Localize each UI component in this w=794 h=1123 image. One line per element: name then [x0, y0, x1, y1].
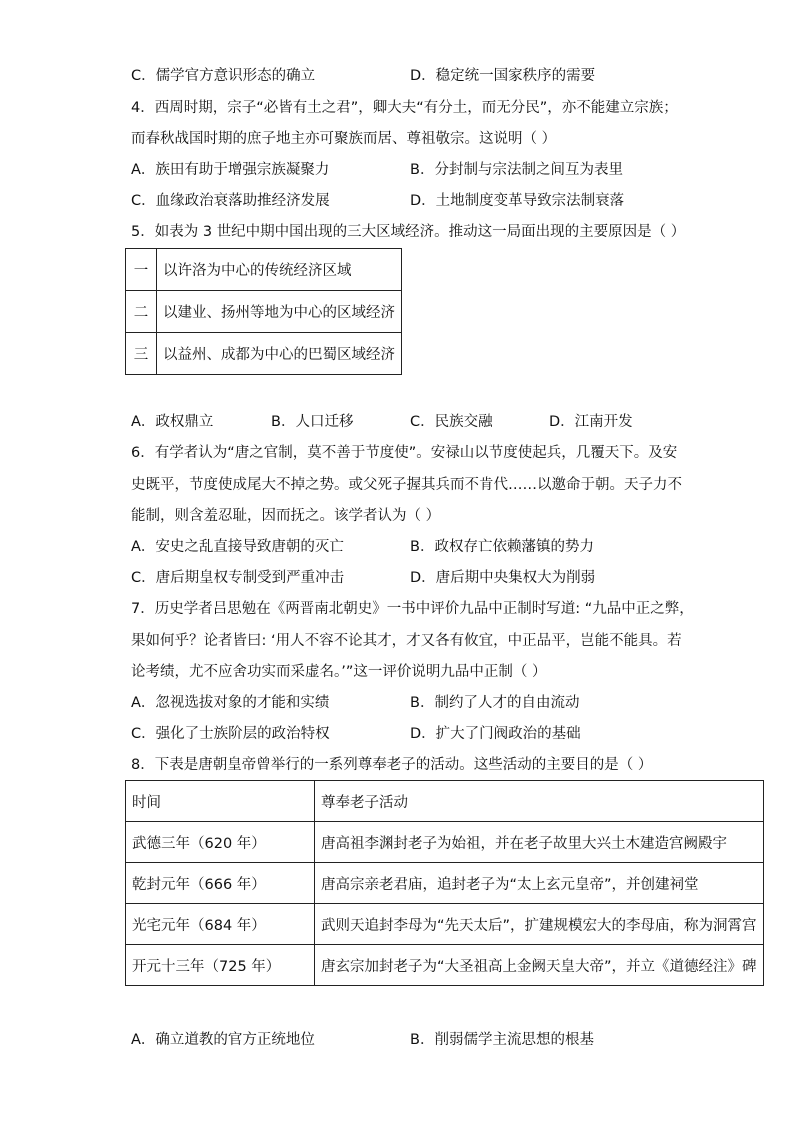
- q8-stem: 8．下表是唐朝皇帝曾举行的一系列尊奉老子的活动。这些活动的主要目的是（ ）: [131, 757, 653, 773]
- q6-stem-line2: 史既平，节度使成尾大不掉之势。或父死子握其兵而不肯代……以邀命于朝。天子力不: [131, 477, 682, 493]
- table-row: [126, 333, 402, 375]
- q8-option-a: A．确立道教的官方正统地位: [131, 1032, 315, 1048]
- table-cell-num: 一: [126, 249, 157, 291]
- table-cell-text: 以益州、成都为中心的巴蜀区域经济: [157, 333, 402, 375]
- q3-option-c: C．儒学官方意识形态的确立: [131, 68, 316, 84]
- table-cell-num: 二: [126, 291, 157, 333]
- q4-option-d: D．土地制度变革导致宗法制衰落: [410, 193, 625, 209]
- table-row: [126, 249, 402, 291]
- table-header-time: 时间: [126, 781, 315, 822]
- table-cell-time: 武德三年（620 年）: [126, 822, 315, 863]
- table-cell-text: 以建业、扬州等地为中心的区域经济: [157, 291, 402, 333]
- q5-option-c: C．民族交融: [410, 414, 493, 430]
- q7-stem-line3: 论考绩，尤不应舍功实而采虚名。’”这一评价说明九品中正制（ ）: [131, 664, 547, 680]
- q4-option-b: B．分封制与宗法制之间互为表里: [410, 162, 623, 178]
- table-row: [126, 904, 764, 945]
- q6-option-b: B．政权存亡依赖藩镇的势力: [410, 539, 594, 555]
- q8-activity-table: [125, 780, 764, 986]
- table-cell-time: 开元十三年（725 年）: [126, 945, 315, 986]
- q7-stem-line2: 果如何乎？论者皆曰: ‘用人不容不论其才，才又各有攸宜，中正品平，岂能不能具。若: [131, 633, 682, 649]
- q7-option-b: B．制约了人才的自由流动: [410, 695, 580, 711]
- q4-option-c: C．血缘政治衰落助推经济发展: [131, 193, 330, 209]
- q4-stem-line1: 4．西周时期，宗子“必皆有土之君”，卿大夫“有分土，而无分民”，亦不能建立宗族；: [131, 100, 678, 116]
- q6-option-c: C．唐后期皇权专制受到严重冲击: [131, 570, 345, 586]
- q5-option-b: B．人口迁移: [271, 414, 354, 430]
- table-cell-activity: 武则天追封李母为“先天太后”，扩建规模宏大的李母庙，称为洞霄宫: [315, 904, 764, 945]
- q6-stem-line3: 能制，则含羞忍耻，因而抚之。该学者认为（ ）: [131, 508, 441, 524]
- q4-option-a: A．族田有助于增强宗族凝聚力: [131, 162, 330, 178]
- q6-option-d: D．唐后期中央集权大为削弱: [410, 570, 596, 586]
- table-row: [126, 291, 402, 333]
- table-cell-num: 三: [126, 333, 157, 375]
- table-cell-time: 乾封元年（666 年）: [126, 863, 315, 904]
- q6-stem-line1: 6．有学者认为“唐之官制，莫不善于节度使”。安禄山以节度使起兵，几覆天下。及安: [131, 445, 678, 461]
- q5-stem: 5．如表为 3 世纪中期中国出现的三大区域经济。推动这一局面出现的主要原因是（ ）: [131, 224, 686, 240]
- table-cell-activity: 唐高宗亲老君庙，追封老子为“太上玄元皇帝”，并创建祠堂: [315, 863, 764, 904]
- table-header-row: [126, 781, 764, 822]
- q7-option-d: D．扩大了门阀政治的基础: [410, 726, 581, 742]
- q3-option-d: D．稳定统一国家秩序的需要: [410, 68, 596, 84]
- q5-option-a: A．政权鼎立: [131, 414, 214, 430]
- q6-option-a: A．安史之乱直接导致唐朝的灭亡: [131, 539, 344, 555]
- table-row: [126, 822, 764, 863]
- q8-option-b: B．削弱儒学主流思想的根基: [410, 1032, 594, 1048]
- q7-option-c: C．强化了士族阶层的政治特权: [131, 726, 330, 742]
- q7-stem-line1: 7．历史学者吕思勉在《两晋南北朝史》一书中评价九品中正制时写道: “九品中正之弊，: [131, 601, 694, 617]
- table-cell-text: 以许洛为中心的传统经济区域: [157, 249, 402, 291]
- table-row: [126, 863, 764, 904]
- q4-stem-line2: 而春秋战国时期的庶子地主亦可聚族而居、尊祖敬宗。这说明（ ）: [131, 131, 557, 147]
- table-cell-activity: 唐高祖李渊封老子为始祖，并在老子故里大兴土木建造宫阙殿宇: [315, 822, 764, 863]
- table-cell-time: 光宅元年（684 年）: [126, 904, 315, 945]
- q5-region-table: [125, 248, 402, 375]
- q7-option-a: A．忽视选拔对象的才能和实绩: [131, 695, 330, 711]
- table-row: [126, 945, 764, 986]
- q5-option-d: D．江南开发: [549, 414, 633, 430]
- table-cell-activity: 唐玄宗加封老子为“大圣祖高上金阙天皇大帝”，并立《道德经注》碑: [315, 945, 764, 986]
- table-header-activity: 尊奉老子活动: [315, 781, 764, 822]
